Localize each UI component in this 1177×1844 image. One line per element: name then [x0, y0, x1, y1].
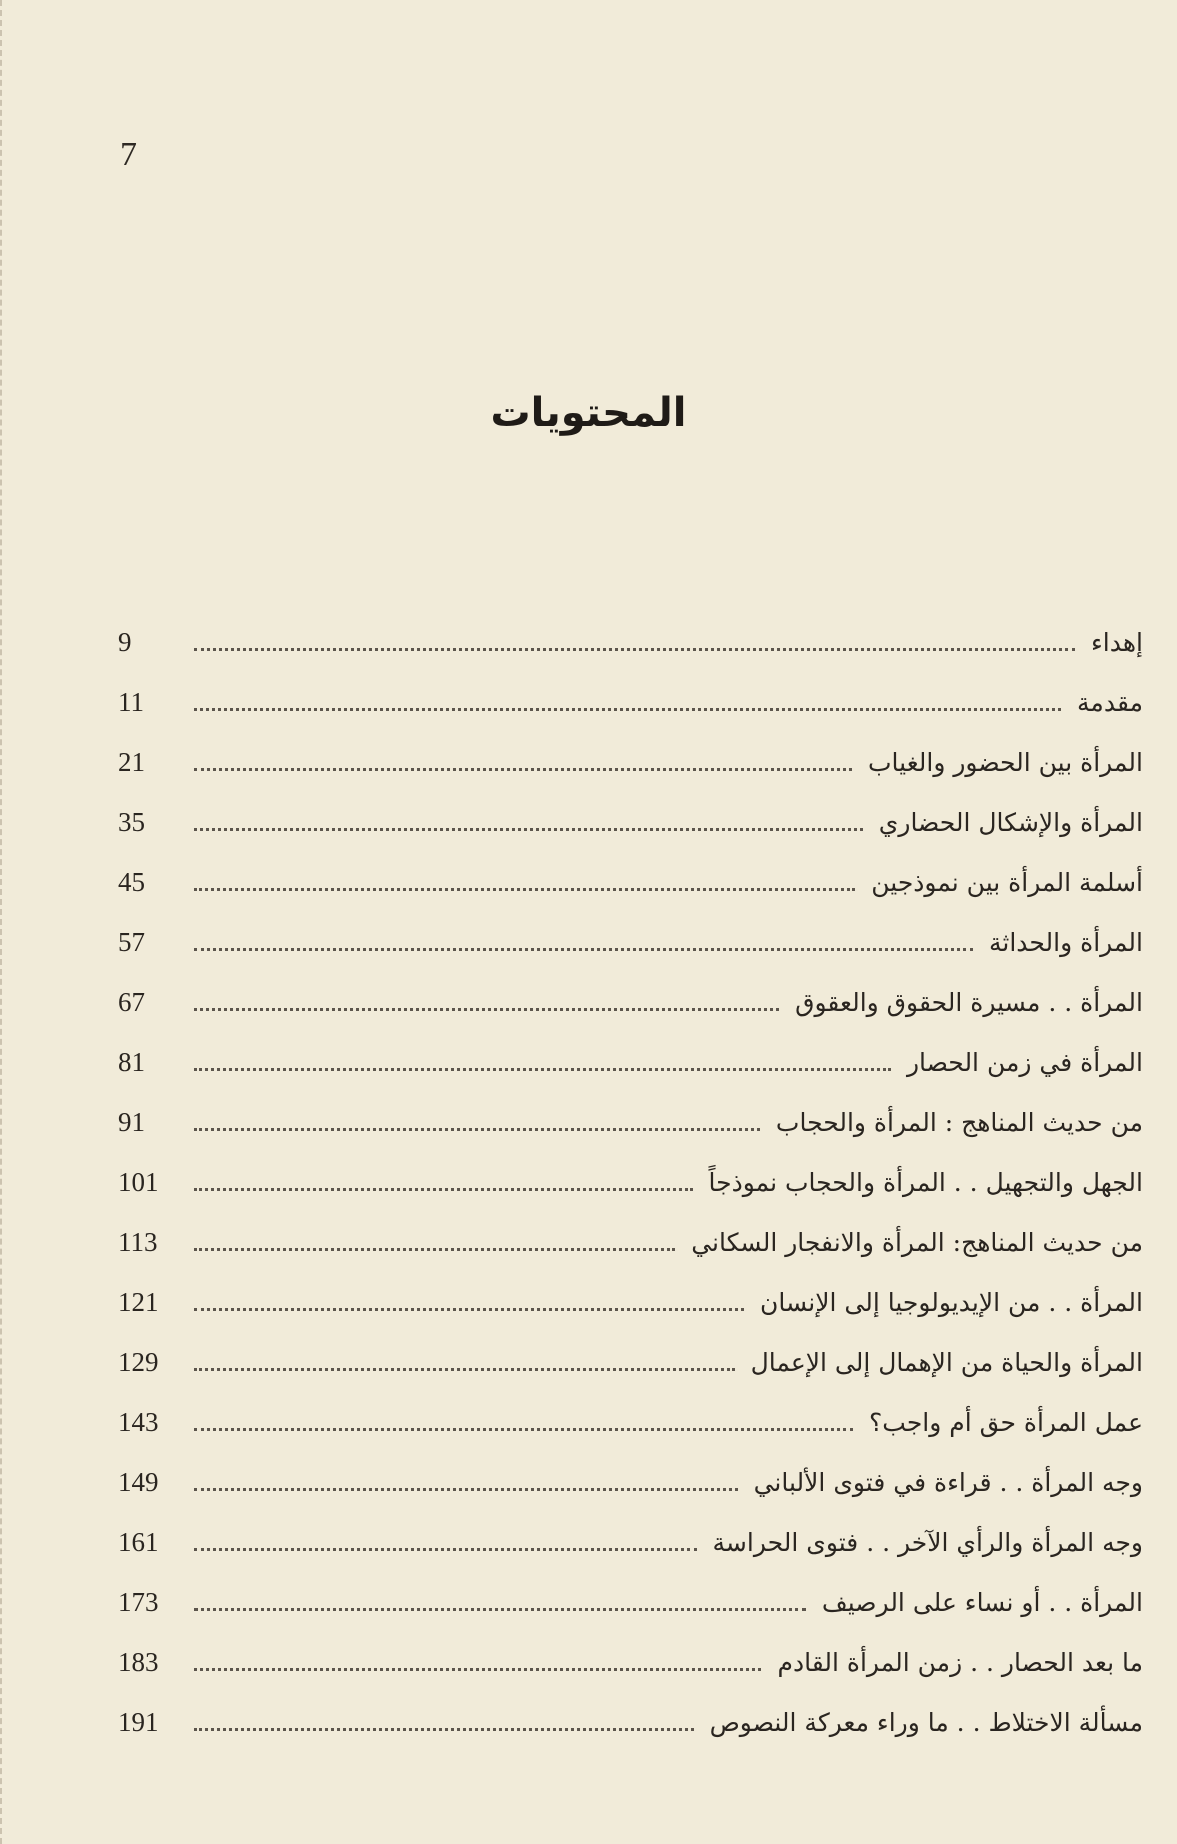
toc-entry-title: الجهل والتجهيل . . المرأة والحجاب نموذجاً — [708, 1167, 1143, 1197]
toc-entry-page: 35 — [118, 806, 145, 837]
toc-entry-page: 57 — [118, 926, 145, 957]
dot-leader — [194, 1128, 760, 1131]
toc-entry — [118, 1512, 1143, 1572]
toc-entry — [118, 732, 1143, 792]
toc-entry — [118, 912, 1143, 972]
toc-entry-title: عمل المرأة حق أم واجب؟ — [869, 1407, 1143, 1437]
toc-entry-page: 9 — [118, 626, 132, 657]
toc-entry — [118, 1452, 1143, 1512]
toc-entry-page: 161 — [118, 1526, 159, 1557]
dot-leader — [194, 948, 973, 951]
dot-leader — [194, 1728, 694, 1731]
toc-entry — [118, 852, 1143, 912]
dot-leader — [194, 1488, 738, 1491]
toc-entry-title: ما بعد الحصار . . زمن المرأة القادم — [777, 1647, 1143, 1677]
toc-entry — [118, 612, 1143, 672]
toc-entry-page: 11 — [118, 686, 144, 717]
toc-entry-title: المرأة . . أو نساء على الرصيف — [821, 1587, 1143, 1617]
toc-entry-title: المرأة في زمن الحصار — [906, 1047, 1143, 1077]
page-edge — [0, 0, 8, 1844]
toc-entry-title: المرأة والحداثة — [988, 927, 1143, 957]
toc-entry-page: 81 — [118, 1046, 145, 1077]
toc-entry-title: وجه المرأة . . قراءة في فتوى الألباني — [753, 1467, 1143, 1497]
toc-entry — [118, 1572, 1143, 1632]
dot-leader — [194, 1008, 779, 1011]
toc-entry-page: 149 — [118, 1466, 159, 1497]
dot-leader — [194, 648, 1075, 651]
toc-entry — [118, 1032, 1143, 1092]
dot-leader — [194, 1668, 761, 1671]
toc-entry-title: المرأة . . من الإيديولوجيا إلى الإنسان — [760, 1287, 1143, 1317]
table-of-contents — [118, 612, 1143, 1752]
toc-entry-title: من حديث المناهج: المرأة والانفجار السكاني — [691, 1227, 1143, 1257]
toc-entry-page: 21 — [118, 746, 145, 777]
dot-leader — [194, 1248, 675, 1251]
toc-entry-title: المرأة بين الحضور والغياب — [868, 747, 1143, 777]
dot-leader — [194, 1428, 853, 1431]
toc-entry-page: 101 — [118, 1166, 159, 1197]
toc-entry — [118, 1692, 1143, 1752]
toc-entry-page: 129 — [118, 1346, 159, 1377]
toc-entry — [118, 972, 1143, 1032]
toc-entry-title: المرأة والإشكال الحضاري — [878, 807, 1143, 837]
toc-entry-title: المرأة والحياة من الإهمال إلى الإعمال — [750, 1347, 1143, 1377]
toc-entry — [118, 1092, 1143, 1152]
toc-entry-page: 183 — [118, 1646, 159, 1677]
dot-leader — [194, 768, 852, 771]
dot-leader — [194, 1188, 693, 1191]
toc-entry-title: من حديث المناهج : المرأة والحجاب — [775, 1107, 1143, 1137]
toc-entry-title: إهداء — [1091, 627, 1143, 657]
dot-leader — [194, 1368, 735, 1371]
toc-entry — [118, 1392, 1143, 1452]
toc-entry — [118, 1152, 1143, 1212]
toc-entry-page: 67 — [118, 986, 145, 1017]
dot-leader — [194, 888, 855, 891]
toc-entry — [118, 672, 1143, 732]
toc-entry-title: مسألة الاختلاط . . ما وراء معركة النصوص — [709, 1707, 1143, 1737]
dot-leader — [194, 828, 863, 831]
toc-entry-title: مقدمة — [1077, 687, 1143, 717]
dot-leader — [194, 1608, 806, 1611]
toc-entry-title: وجه المرأة والرأي الآخر . . فتوى الحراسة — [712, 1527, 1143, 1557]
toc-entry-title: أسلمة المرأة بين نموذجين — [871, 867, 1143, 897]
toc-entry — [118, 1212, 1143, 1272]
toc-entry-page: 121 — [118, 1286, 159, 1317]
toc-entry-page: 143 — [118, 1406, 159, 1437]
toc-entry — [118, 792, 1143, 852]
toc-entry-title: المرأة . . مسيرة الحقوق والعقوق — [795, 987, 1143, 1017]
toc-entry-page: 173 — [118, 1586, 159, 1617]
toc-entry-page: 191 — [118, 1706, 159, 1737]
page-number: 7 — [120, 136, 137, 173]
dot-leader — [194, 708, 1061, 711]
toc-entry — [118, 1632, 1143, 1692]
toc-entry-page: 91 — [118, 1106, 145, 1137]
toc-entry — [118, 1272, 1143, 1332]
toc-entry-page: 113 — [118, 1226, 158, 1257]
page-title: المحتويات — [490, 390, 687, 436]
toc-entry-page: 45 — [118, 866, 145, 897]
dot-leader — [194, 1068, 891, 1071]
toc-entry — [118, 1332, 1143, 1392]
dot-leader — [194, 1308, 744, 1311]
dot-leader — [194, 1548, 697, 1551]
